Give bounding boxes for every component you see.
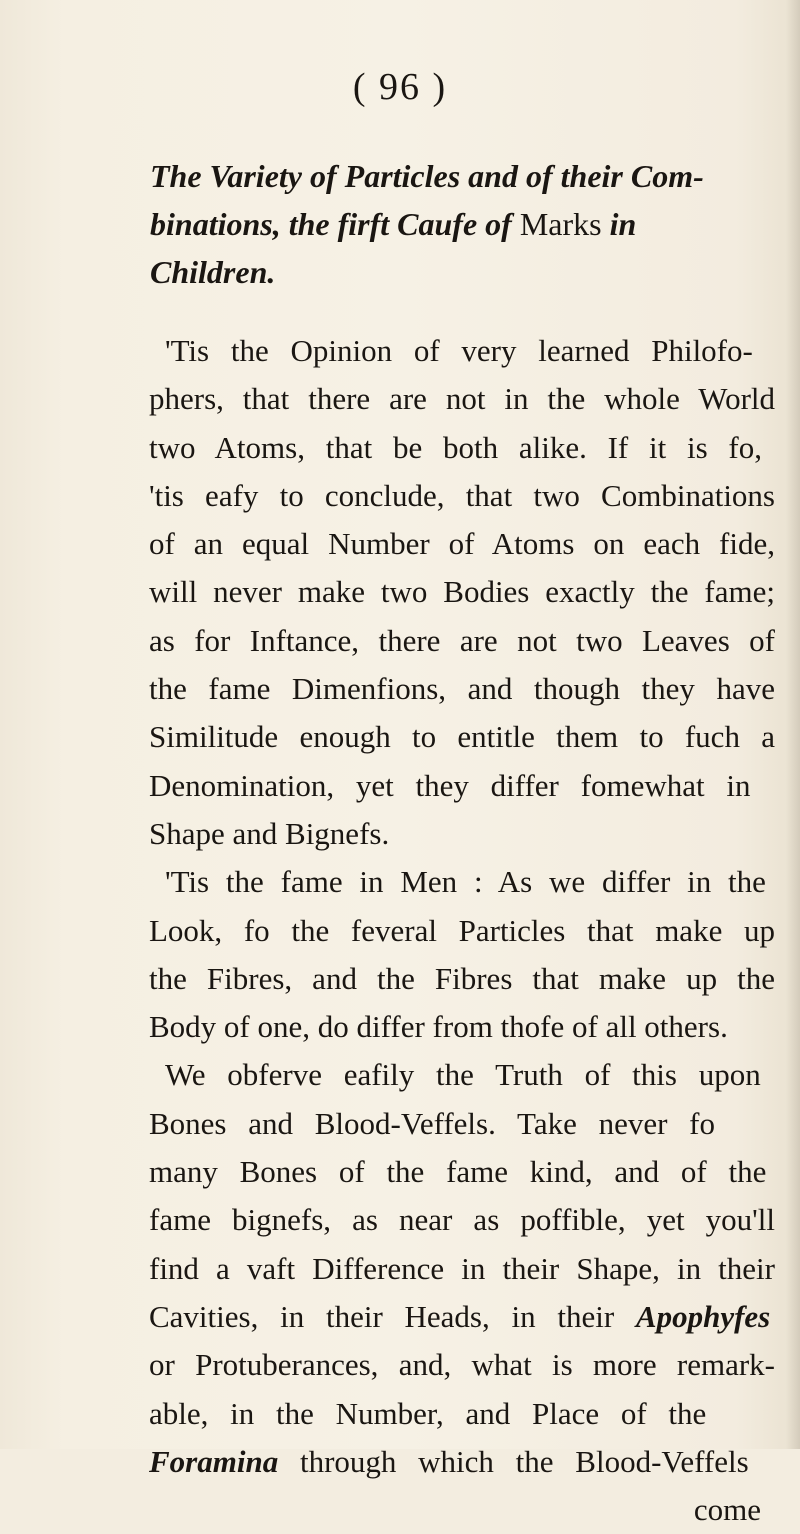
line-text: the fame Dimenfions, and though they have xyxy=(149,671,775,707)
text-line xyxy=(149,1390,775,1438)
line-text: Look, fo the feveral Particles that make up xyxy=(149,912,775,948)
line-text: Body of one, do differ from thofe of all others. xyxy=(149,1009,728,1045)
text-line xyxy=(149,1196,775,1244)
text-line xyxy=(149,1100,775,1148)
text-line xyxy=(149,472,775,520)
line-text: Cavities, in their Heads, in their xyxy=(149,1298,615,1334)
heading-line-1: The Variety of Particles and of their Com- xyxy=(150,158,704,194)
catchword-line xyxy=(149,1486,775,1534)
line-text: 'Tis the fame in Men : As we differ in the xyxy=(165,864,766,900)
italic-term: Apophyfes xyxy=(635,1298,771,1334)
text-line xyxy=(149,810,775,858)
heading-roman-word: Marks xyxy=(519,206,602,242)
text-line xyxy=(149,713,775,761)
text-line xyxy=(149,1148,775,1196)
line-text: many Bones of the fame kind, and of the xyxy=(149,1154,767,1190)
line-text: find a vaft Difference in their Shape, in their xyxy=(149,1250,775,1286)
text-line xyxy=(149,1003,775,1051)
line-text: through which the Blood-Veffels xyxy=(299,1443,749,1479)
line-text: 'tis eafy to conclude, that two Combinations xyxy=(149,477,775,513)
line-text: Denomination, yet they differ fomewhat in xyxy=(149,767,751,803)
section-heading xyxy=(150,152,760,296)
body-text xyxy=(149,327,775,1534)
heading-text: , the firft Caufe of xyxy=(272,206,520,242)
page-number: ( 96 ) xyxy=(352,66,448,108)
text-line xyxy=(149,762,775,810)
line-text: able, in the Number, and Place of the xyxy=(149,1395,707,1431)
text-line xyxy=(149,424,775,472)
text-line xyxy=(149,1051,775,1099)
text-line xyxy=(149,375,775,423)
line-text: as for Inftance, there are not two Leaves of xyxy=(149,622,775,658)
line-text: We obferve eafily the Truth of this upon xyxy=(165,1057,761,1093)
text-line xyxy=(149,665,775,713)
text-line xyxy=(149,1245,775,1293)
line-text: Bones and Blood-Veffels. Take never fo xyxy=(149,1105,715,1141)
line-text: Similitude enough to entitle them to fuch a xyxy=(149,719,775,755)
line-text: or Protuberances, and, what is more remark- xyxy=(149,1347,775,1383)
italic-term: Foramina xyxy=(149,1443,279,1479)
line-text: the Fibres, and the Fibres that make up the xyxy=(149,960,775,996)
line-text: 'Tis the Opinion of very learned Philofo- xyxy=(165,333,753,368)
text-line xyxy=(149,858,775,906)
text-line xyxy=(149,617,775,665)
text-line xyxy=(149,520,775,568)
heading-line-3: Children. xyxy=(150,254,276,290)
page-edge-shadow xyxy=(786,0,800,1449)
heading-text: in xyxy=(601,206,637,242)
text-line xyxy=(149,568,775,616)
text-line xyxy=(149,1341,775,1389)
line-text: Shape and Bignefs. xyxy=(149,815,390,851)
line-text: will never make two Bodies exactly the fame; xyxy=(149,574,775,610)
text-line xyxy=(149,1438,775,1486)
line-text: of an equal Number of Atoms on each fide, xyxy=(149,526,775,562)
text-line xyxy=(149,1293,775,1341)
heading-text: binations xyxy=(150,206,273,242)
heading-line-2 xyxy=(150,200,760,248)
text-line xyxy=(149,955,775,1003)
line-text: phers, that there are not in the whole World xyxy=(149,381,775,417)
line-text: two Atoms, that be both alike. If it is fo, xyxy=(149,429,762,465)
text-line xyxy=(149,907,775,955)
line-text: fame bignefs, as near as poffible, yet you'll xyxy=(149,1202,775,1238)
text-line xyxy=(149,327,775,375)
catchword: come xyxy=(693,1492,761,1528)
